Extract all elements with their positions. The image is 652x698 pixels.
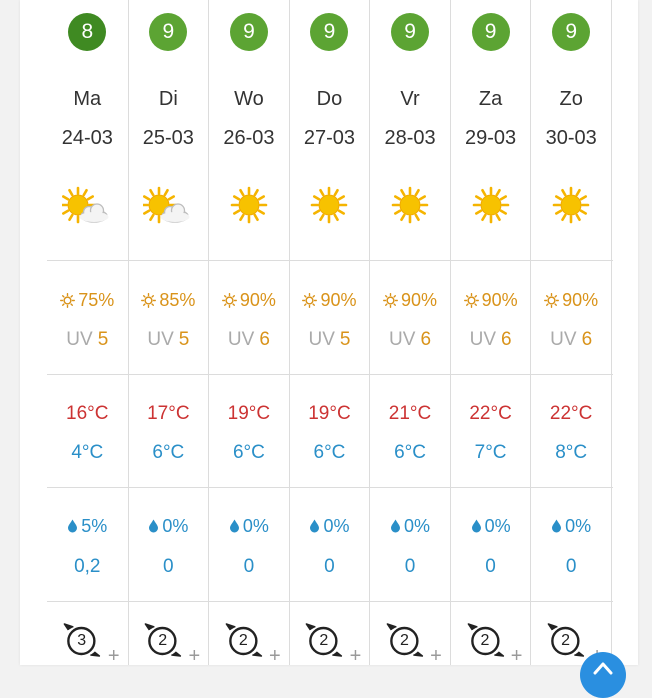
uv-index: [531, 329, 611, 351]
rain-amount: 0: [485, 556, 496, 577]
wind-direction-icon: [547, 622, 591, 662]
max-temperature: 22°C: [549, 403, 593, 424]
weather-icon: [304, 183, 354, 227]
wind-force: 2: [399, 632, 409, 649]
min-temperature: 4°C: [71, 442, 104, 463]
day-column[interactable]: [128, 0, 209, 665]
min-temperature: 6°C: [394, 442, 426, 463]
rain-amount: 0: [404, 556, 416, 577]
sunshine-value: 90%: [239, 290, 276, 310]
sunshine-percentage: [451, 290, 531, 311]
row-divider: [47, 374, 613, 375]
sunshine-percentage: [531, 290, 611, 311]
wind-direction-icon: [466, 622, 510, 662]
sun-outline-icon: [60, 293, 75, 308]
sunshine-percentage: [290, 290, 370, 311]
day-column[interactable]: [289, 0, 370, 665]
day-name: Zo: [559, 88, 583, 110]
sunshine-value: 75%: [78, 290, 115, 310]
wind-direction-icon: [385, 622, 429, 662]
sunshine-percentage: [209, 290, 289, 311]
expand-details-plus[interactable]: +: [349, 645, 362, 667]
sun-outline-icon: [222, 293, 237, 308]
min-temperature: 8°C: [555, 442, 588, 463]
rain-chance-value: 0%: [565, 516, 592, 536]
max-temperature: 21°C: [388, 403, 432, 424]
sun-cloud-icon: [143, 183, 193, 227]
raindrop-icon: [229, 519, 240, 533]
wind-force: 2: [319, 632, 329, 649]
rain-chance: [531, 516, 611, 537]
rain-chance: [290, 516, 370, 537]
wind-direction-icon: [144, 622, 188, 662]
day-score-badge: 8: [68, 13, 106, 51]
uv-label: UV: [550, 329, 577, 350]
max-temperature: 22°C: [469, 403, 512, 424]
rain-amount: 0: [163, 556, 174, 577]
rain-chance-value: 0%: [242, 516, 269, 536]
rain-chance-value: 0%: [162, 516, 189, 536]
uv-value: 6: [259, 329, 270, 350]
sun-outline-icon: [544, 293, 559, 308]
rain-chance-value: 0%: [484, 516, 511, 536]
weather-icon: [62, 183, 112, 227]
uv-value: 5: [178, 329, 190, 350]
chevron-up-icon: [593, 661, 613, 675]
scroll-to-top-button[interactable]: [580, 652, 626, 698]
wind-direction-icon: [224, 622, 268, 662]
day-column[interactable]: [208, 0, 289, 665]
day-column[interactable]: [47, 0, 128, 665]
sunshine-value: 90%: [562, 290, 599, 310]
min-temperature: 6°C: [152, 442, 185, 463]
day-column[interactable]: [530, 0, 611, 665]
day-score-badge: 9: [391, 13, 429, 51]
day-date: 24-03: [61, 127, 113, 149]
rain-chance-value: 0%: [404, 516, 431, 536]
rain-chance: [209, 516, 289, 537]
min-temperature: 6°C: [232, 442, 265, 463]
wind-force: 2: [561, 632, 570, 649]
raindrop-icon: [390, 519, 401, 533]
weather-icon: [224, 183, 274, 227]
max-temperature: 16°C: [66, 403, 109, 424]
max-temperature: 19°C: [227, 403, 271, 424]
uv-label: UV: [147, 329, 174, 350]
sun-icon: [224, 183, 274, 227]
sunshine-value: 90%: [481, 290, 518, 310]
rain-chance: [129, 516, 209, 537]
sun-outline-icon: [302, 293, 317, 308]
rain-amount: 0: [243, 556, 255, 577]
weather-icon: [385, 183, 435, 227]
rain-chance-value: 0%: [323, 516, 350, 536]
raindrop-icon: [67, 519, 78, 533]
sunshine-percentage: [370, 290, 450, 311]
expand-details-plus[interactable]: +: [430, 645, 442, 667]
sun-icon: [385, 183, 435, 227]
uv-label: UV: [389, 329, 416, 350]
wind-force: 2: [480, 632, 490, 649]
max-temperature: 19°C: [308, 403, 351, 424]
uv-value: 5: [339, 329, 351, 350]
uv-value: 5: [97, 329, 109, 350]
day-score-badge: 9: [552, 13, 590, 51]
expand-details-plus[interactable]: +: [269, 645, 281, 667]
day-column[interactable]: [369, 0, 450, 665]
uv-label: UV: [66, 329, 93, 350]
expand-details-plus[interactable]: +: [107, 645, 120, 667]
raindrop-icon: [309, 519, 320, 533]
max-temperature: 17°C: [147, 403, 190, 424]
rain-chance-value: 5%: [81, 516, 108, 536]
sunshine-value: 90%: [320, 290, 357, 310]
day-date: 28-03: [384, 127, 436, 149]
raindrop-icon: [471, 519, 482, 533]
day-name: Ma: [73, 88, 102, 110]
uv-index: [451, 329, 531, 351]
rain-amount: 0,2: [74, 556, 101, 577]
day-name: Do: [316, 88, 343, 110]
sun-icon: [304, 183, 354, 227]
uv-value: 6: [420, 329, 432, 350]
day-score-badge: 9: [230, 13, 268, 51]
wind-force: 2: [238, 632, 248, 649]
wind-direction-icon: [63, 622, 107, 662]
day-name: Di: [158, 88, 178, 110]
row-divider: [47, 601, 613, 602]
day-column[interactable]: [450, 0, 531, 665]
sunshine-value: 90%: [401, 290, 438, 310]
uv-label: UV: [227, 329, 255, 350]
uv-value: 6: [581, 329, 593, 350]
min-temperature: 6°C: [313, 442, 346, 463]
wind-direction-icon: [305, 622, 349, 662]
row-divider: [47, 260, 613, 261]
uv-index: [209, 329, 289, 351]
weather-icon: [466, 183, 516, 227]
sun-icon: [546, 183, 596, 227]
sun-outline-icon: [141, 293, 156, 308]
rain-chance: [451, 516, 531, 537]
uv-index: [370, 329, 450, 351]
uv-index: [47, 329, 128, 351]
wind-force: 3: [77, 632, 87, 649]
expand-details-plus[interactable]: +: [510, 645, 523, 667]
rain-amount: 0: [565, 556, 577, 577]
day-name: Vr: [400, 88, 420, 110]
weather-icon: [143, 183, 193, 227]
expand-details-plus[interactable]: +: [188, 645, 201, 667]
raindrop-icon: [551, 519, 562, 533]
row-divider: [47, 487, 613, 488]
wind-force: 2: [158, 632, 168, 649]
uv-index: [129, 329, 209, 351]
day-name: Za: [478, 88, 503, 110]
forecast-grid: [47, 0, 611, 665]
day-score-badge: 9: [149, 13, 187, 51]
sunshine-percentage: [47, 290, 128, 311]
day-score-badge: 9: [310, 13, 348, 51]
uv-label: UV: [308, 329, 335, 350]
sunshine-value: 85%: [159, 290, 196, 310]
min-temperature: 7°C: [474, 442, 507, 463]
sun-cloud-icon: [62, 183, 112, 227]
uv-label: UV: [469, 329, 496, 350]
rain-amount: 0: [324, 556, 335, 577]
day-date: 27-03: [303, 127, 356, 149]
weather-icon: [546, 183, 596, 227]
day-name: Wo: [234, 88, 264, 110]
rain-chance: [370, 516, 450, 537]
day-date: 26-03: [223, 127, 275, 149]
day-score-badge: 9: [472, 13, 510, 51]
day-date: 29-03: [465, 127, 517, 149]
sun-outline-icon: [383, 293, 398, 308]
day-date: 30-03: [545, 127, 597, 149]
raindrop-icon: [148, 519, 159, 533]
uv-value: 6: [501, 329, 512, 350]
sun-icon: [466, 183, 516, 227]
uv-index: [290, 329, 370, 351]
day-date: 25-03: [142, 127, 194, 149]
sun-outline-icon: [464, 293, 479, 308]
sunshine-percentage: [129, 290, 209, 311]
rain-chance: [47, 516, 128, 537]
